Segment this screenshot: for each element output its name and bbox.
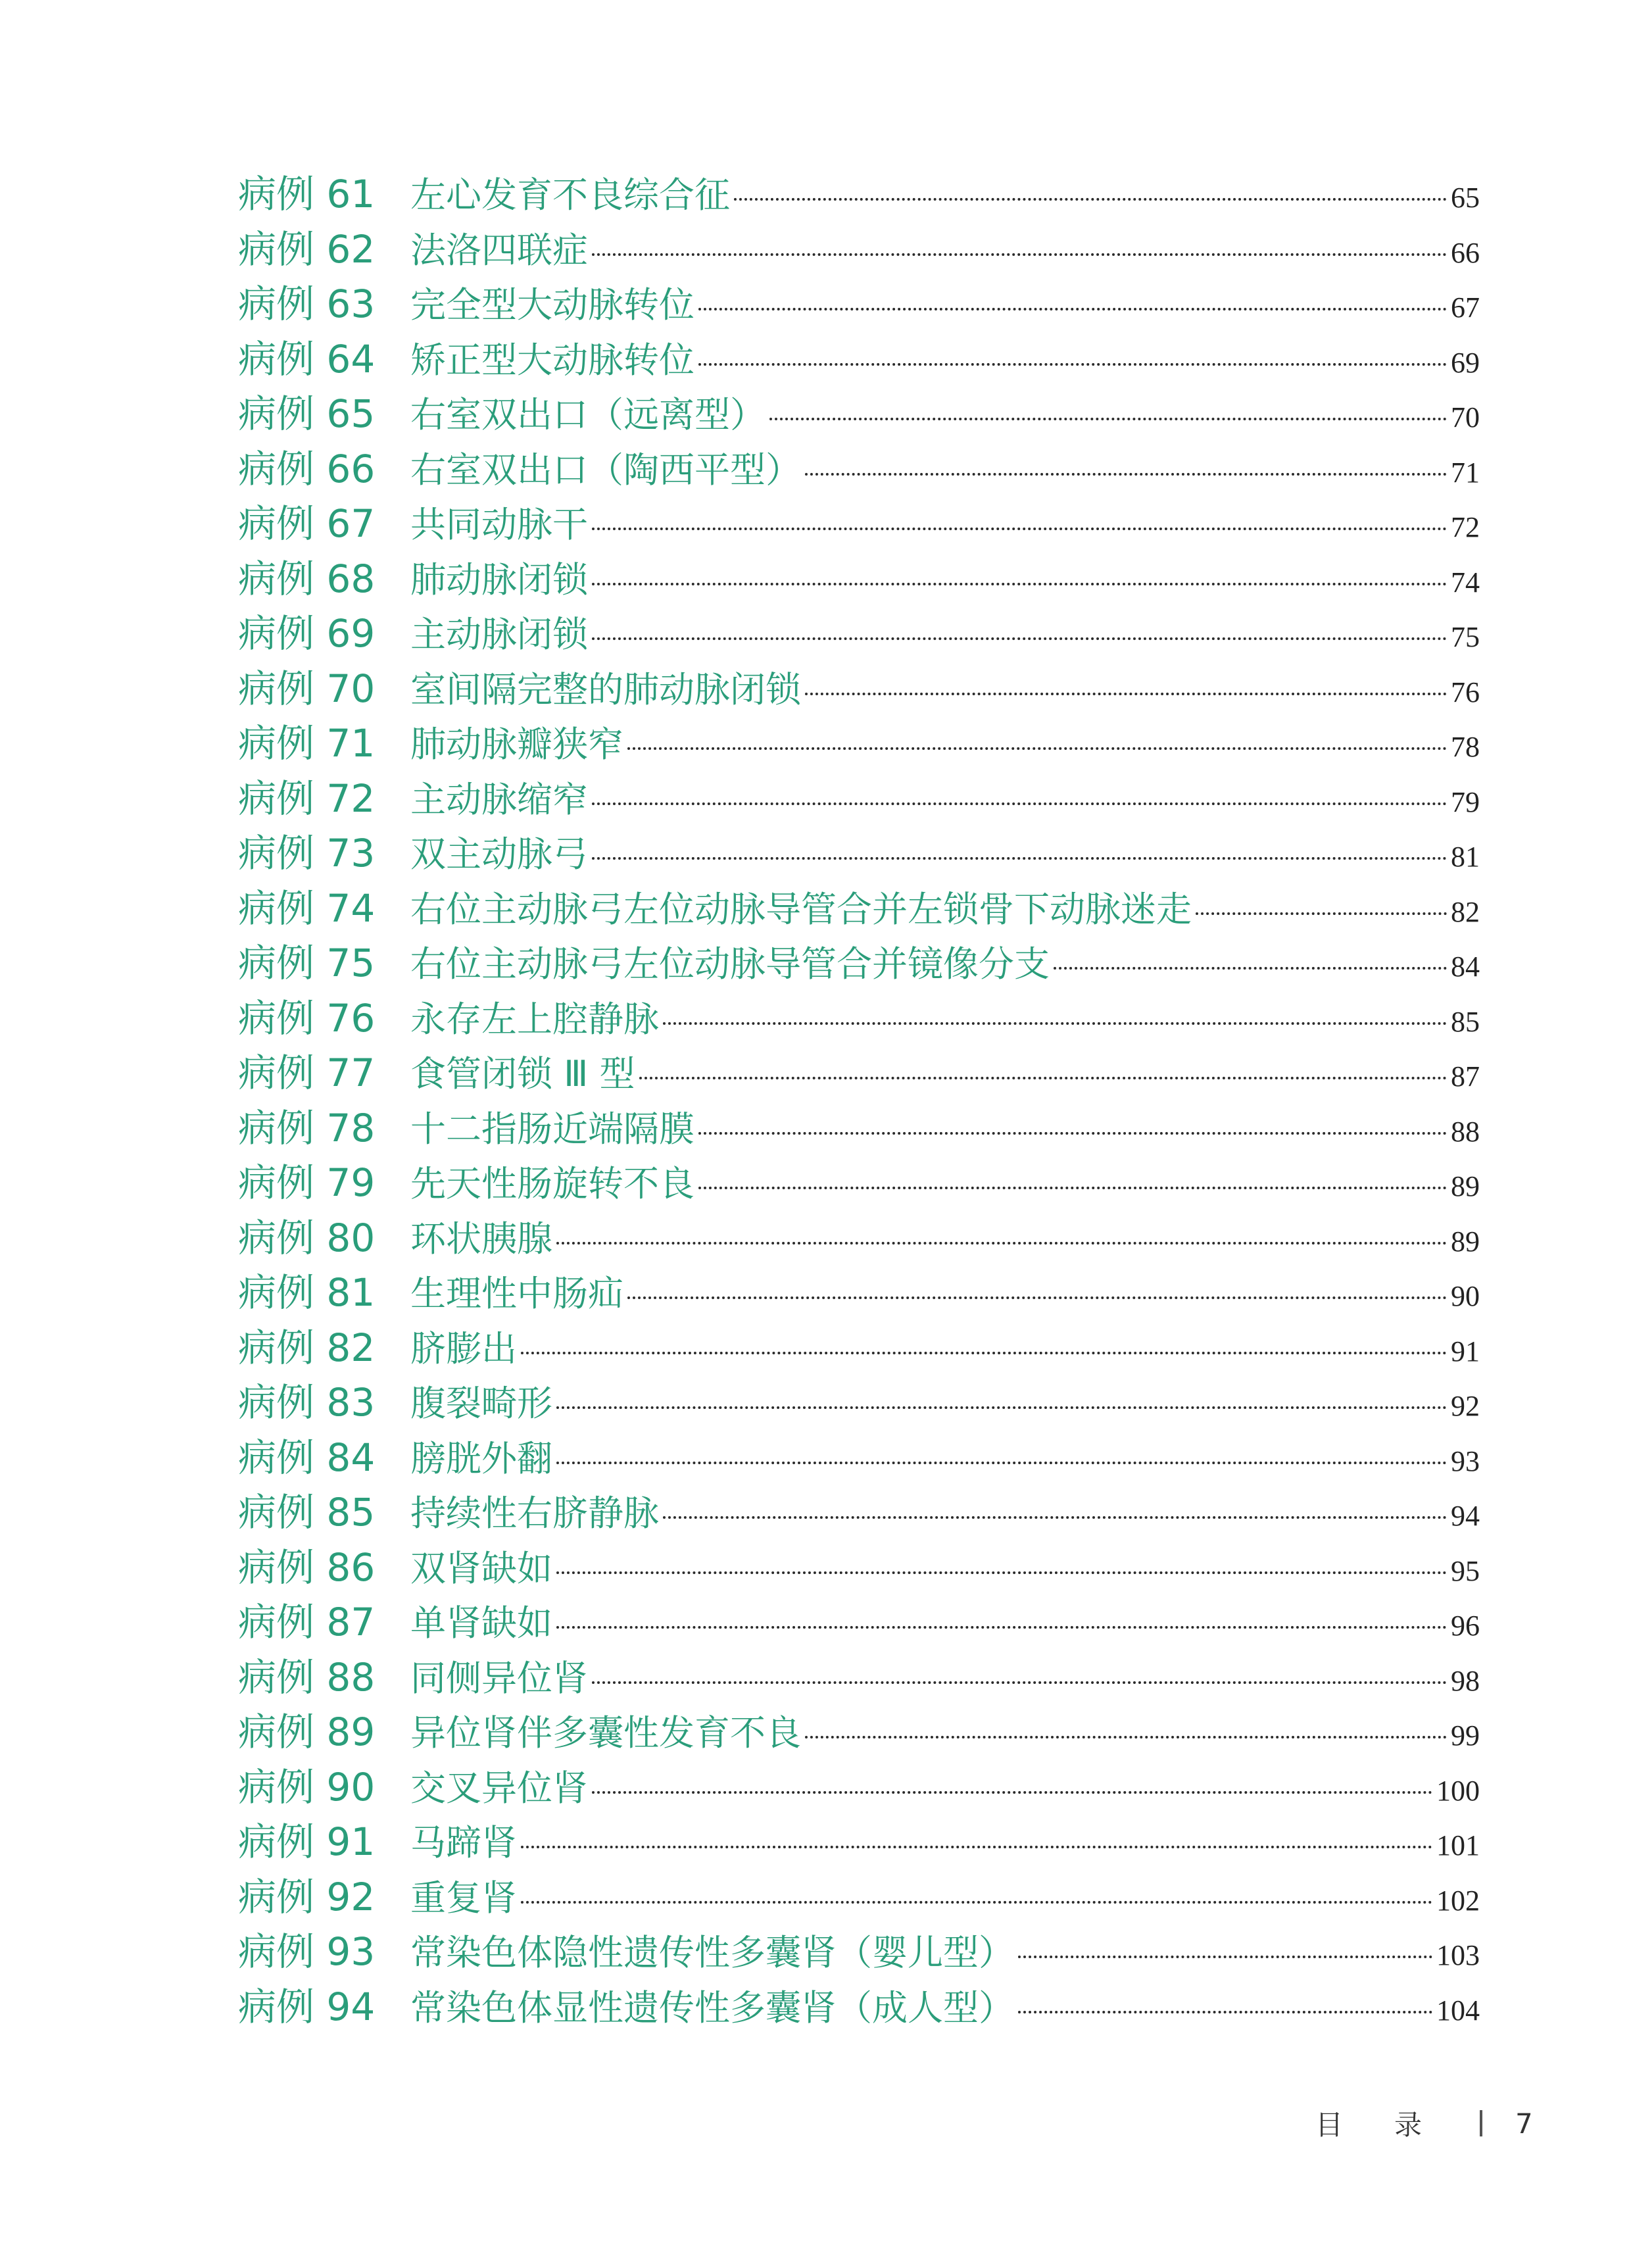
toc-case-number: 病例 90 [238, 1764, 376, 1810]
toc-entry[interactable] [238, 1976, 1480, 2031]
toc-entry[interactable] [238, 218, 1480, 274]
toc-case-number: 病例 63 [238, 282, 376, 326]
toc-page-number: 98 [1451, 1664, 1480, 1697]
toc-case-title: 单肾缺如 [410, 1602, 552, 1644]
toc-case-number: 病例 91 [238, 1819, 376, 1864]
toc-entry[interactable] [238, 1811, 1480, 1866]
toc-dot-leader [556, 1406, 1447, 1409]
toc-case-title: 食管闭锁 Ⅲ 型 [410, 1053, 635, 1095]
toc-page-number: 76 [1451, 676, 1480, 708]
toc-entry[interactable] [238, 1317, 1480, 1372]
toc-case-title: 生理性中肠疝 [410, 1273, 623, 1314]
toc-page-number: 88 [1451, 1115, 1480, 1148]
toc-dot-leader [592, 637, 1447, 640]
toc-case-number: 病例 93 [238, 1929, 376, 1974]
toc-page-number: 95 [1451, 1554, 1480, 1587]
toc-case-title: 先天性肠旋转不良 [410, 1163, 694, 1204]
toc-entry[interactable] [238, 1481, 1480, 1537]
toc-page-number: 100 [1436, 1774, 1480, 1807]
toc-case-title: 膀胱外翻 [410, 1437, 552, 1479]
toc-dot-leader [592, 528, 1447, 530]
toc-dot-leader [592, 857, 1447, 860]
toc-case-title: 右位主动脉弓左位动脉导管合并镜像分支 [410, 943, 1050, 985]
toc-page-number: 71 [1451, 456, 1480, 489]
toc-entry[interactable] [238, 603, 1480, 658]
toc-entry[interactable] [238, 1042, 1480, 1097]
toc-dot-leader [663, 1516, 1447, 1519]
toc-dot-leader [592, 802, 1447, 805]
toc-case-number: 病例 85 [238, 1490, 376, 1535]
toc-entry[interactable] [238, 548, 1480, 603]
toc-case-title: 矫正型大动脉转位 [410, 339, 694, 381]
toc-case-title: 环状胰腺 [410, 1218, 552, 1260]
toc-page-number: 69 [1451, 346, 1480, 379]
toc-case-number: 病例 78 [238, 1105, 376, 1150]
toc-entry[interactable] [238, 1591, 1480, 1646]
toc-case-number: 病例 87 [238, 1600, 376, 1644]
toc-page-number: 65 [1451, 182, 1480, 214]
toc-page-number: 89 [1451, 1170, 1480, 1202]
toc-entry[interactable] [238, 163, 1480, 218]
toc-page-number: 67 [1451, 291, 1480, 324]
toc-case-title: 持续性右脐静脉 [410, 1492, 659, 1534]
toc-entry[interactable] [238, 768, 1480, 823]
toc-case-title: 异位肾伴多囊性发育不良 [410, 1712, 801, 1754]
toc-page-number: 93 [1451, 1444, 1480, 1477]
toc-dot-leader [592, 1681, 1447, 1684]
toc-dot-leader [556, 1242, 1447, 1245]
toc-case-number: 病例 77 [238, 1050, 376, 1095]
toc-dot-leader [556, 1626, 1447, 1629]
toc-dot-leader [663, 1022, 1447, 1025]
toc-page-number: 101 [1436, 1829, 1480, 1861]
toc-case-number: 病例 70 [238, 666, 376, 711]
toc-case-number: 病例 89 [238, 1710, 376, 1754]
toc-entry[interactable] [238, 1207, 1480, 1262]
footer-separator [1480, 2110, 1482, 2136]
toc-entry[interactable] [238, 328, 1480, 383]
toc-page-number: 70 [1451, 401, 1480, 433]
toc-page-number: 89 [1451, 1225, 1480, 1258]
toc-entry[interactable] [238, 1921, 1480, 1976]
toc-dot-leader [1018, 2011, 1432, 2013]
toc-case-number: 病例 88 [238, 1654, 376, 1700]
toc-entry[interactable] [238, 273, 1480, 328]
toc-case-number: 病例 62 [238, 226, 376, 272]
toc-case-title: 马蹄肾 [410, 1822, 517, 1863]
toc-entry[interactable] [238, 987, 1480, 1043]
toc-case-number: 病例 82 [238, 1325, 376, 1370]
toc-entry[interactable] [238, 1371, 1480, 1427]
toc-case-title: 双肾缺如 [410, 1547, 552, 1589]
toc-dot-leader [592, 253, 1447, 256]
toc-case-number: 病例 61 [238, 172, 376, 216]
toc-entry[interactable] [238, 1262, 1480, 1317]
toc-case-title: 共同动脉干 [410, 504, 588, 545]
toc-case-number: 病例 76 [238, 995, 376, 1041]
toc-page-number: 82 [1451, 895, 1480, 928]
toc-page-number: 78 [1451, 731, 1480, 763]
toc-page-number: 104 [1436, 1994, 1480, 2027]
toc-page-number: 91 [1451, 1335, 1480, 1368]
toc-dot-leader [639, 1077, 1447, 1079]
toc-entry[interactable] [238, 658, 1480, 713]
toc-case-title: 左心发育不良综合征 [410, 174, 730, 216]
toc-entry[interactable] [238, 383, 1480, 438]
toc-dot-leader [698, 1187, 1447, 1189]
toc-case-number: 病例 69 [238, 611, 376, 656]
toc-dot-leader [556, 1571, 1447, 1574]
toc-case-title: 十二指肠近端隔膜 [410, 1108, 694, 1150]
toc-dot-leader [592, 1791, 1432, 1794]
toc-entry[interactable] [238, 1152, 1480, 1207]
toc-case-title: 右室双出口（陶西平型） [410, 449, 801, 491]
toc-case-number: 病例 67 [238, 501, 376, 546]
toc-entry[interactable] [238, 1756, 1480, 1812]
toc-case-number: 病例 71 [238, 721, 376, 766]
toc-case-number: 病例 73 [238, 831, 376, 875]
toc-case-title: 同侧异位肾 [410, 1657, 588, 1699]
toc-case-number: 病例 75 [238, 941, 376, 985]
toc-dot-leader [592, 583, 1447, 585]
toc-page-number: 103 [1436, 1939, 1480, 1971]
toc-case-number: 病例 94 [238, 1984, 376, 2029]
toc-case-number: 病例 81 [238, 1270, 376, 1315]
toc-page-number: 66 [1451, 236, 1480, 269]
toc-dot-leader [627, 1296, 1447, 1299]
toc-entry[interactable] [238, 1646, 1480, 1702]
toc-case-number: 病例 83 [238, 1380, 376, 1425]
toc-page-number: 99 [1451, 1719, 1480, 1752]
toc-case-number: 病例 79 [238, 1160, 376, 1205]
toc-case-number: 病例 80 [238, 1215, 376, 1260]
toc-page-number: 96 [1451, 1610, 1480, 1642]
toc-case-number: 病例 65 [238, 391, 376, 436]
toc-dot-leader [627, 747, 1447, 750]
toc-case-title: 腹裂畸形 [410, 1383, 552, 1424]
toc-dot-leader [769, 418, 1447, 420]
toc-case-title: 双主动脉弓 [410, 833, 588, 875]
toc-case-number: 病例 64 [238, 336, 376, 382]
toc-case-title: 完全型大动脉转位 [410, 284, 694, 326]
toc-case-number: 病例 92 [238, 1874, 376, 1919]
toc-case-title: 右室双出口（远离型） [410, 394, 766, 435]
toc-page-number: 102 [1436, 1884, 1480, 1917]
toc-case-title: 主动脉缩窄 [410, 778, 588, 820]
toc-entry[interactable] [238, 712, 1480, 768]
toc-dot-leader [556, 1462, 1447, 1464]
toc-entry[interactable] [238, 493, 1480, 548]
toc-page-number: 72 [1451, 511, 1480, 543]
toc-case-title: 永存左上腔静脉 [410, 998, 659, 1040]
toc-page-number: 74 [1451, 566, 1480, 599]
toc-dot-leader [1054, 967, 1447, 970]
toc-dot-leader [521, 1846, 1432, 1848]
toc-case-number: 病例 84 [238, 1435, 376, 1480]
toc-entry[interactable] [238, 877, 1480, 933]
toc-page-number: 75 [1451, 621, 1480, 653]
toc-dot-leader [698, 1132, 1447, 1135]
toc-dot-leader [805, 1736, 1447, 1738]
table-of-contents [238, 163, 1480, 2031]
toc-page-number: 92 [1451, 1390, 1480, 1422]
toc-case-number: 病例 68 [238, 556, 376, 601]
toc-entry[interactable] [238, 822, 1480, 877]
toc-entry[interactable] [238, 1701, 1480, 1756]
toc-case-number: 病例 66 [238, 446, 376, 491]
toc-dot-leader [805, 473, 1447, 476]
toc-page-number: 90 [1451, 1280, 1480, 1312]
toc-dot-leader [1196, 912, 1447, 915]
footer-section-label: 目录 [1315, 2109, 1474, 2141]
toc-page-number: 81 [1451, 841, 1480, 873]
page-footer [1315, 2104, 1552, 2143]
toc-case-number: 病例 86 [238, 1544, 376, 1590]
toc-case-title: 右位主动脉弓左位动脉导管合并左锁骨下动脉迷走 [410, 888, 1192, 930]
toc-page-number: 87 [1451, 1060, 1480, 1093]
toc-dot-leader [698, 308, 1447, 310]
toc-page-number: 94 [1451, 1500, 1480, 1532]
toc-case-number: 病例 74 [238, 885, 376, 931]
toc-dot-leader [734, 198, 1447, 201]
toc-page-number: 84 [1451, 950, 1480, 983]
toc-case-number: 病例 72 [238, 776, 376, 821]
toc-case-title: 交叉异位肾 [410, 1767, 588, 1809]
toc-case-title: 重复肾 [410, 1877, 517, 1919]
toc-page-number: 85 [1451, 1005, 1480, 1038]
footer-page-number: 7 [1515, 2107, 1533, 2140]
toc-entry[interactable] [238, 1097, 1480, 1152]
toc-dot-leader [805, 693, 1447, 695]
toc-case-title: 肺动脉闭锁 [410, 558, 588, 601]
toc-entry[interactable] [238, 1866, 1480, 1921]
toc-case-title: 肺动脉瓣狭窄 [410, 724, 623, 765]
toc-page-number: 79 [1451, 785, 1480, 818]
toc-case-title: 常染色体隐性遗传性多囊肾（婴儿型） [410, 1932, 1014, 1973]
toc-case-title: 室间隔完整的肺动脉闭锁 [410, 668, 801, 710]
toc-entry[interactable] [238, 1427, 1480, 1482]
toc-dot-leader [1018, 1956, 1432, 1958]
toc-dot-leader [698, 363, 1447, 366]
toc-case-title: 法洛四联症 [410, 229, 588, 271]
toc-dot-leader [521, 1901, 1432, 1904]
toc-case-title: 主动脉闭锁 [410, 614, 588, 655]
toc-dot-leader [521, 1352, 1447, 1354]
toc-case-title: 脐膨出 [410, 1327, 517, 1369]
toc-case-title: 常染色体显性遗传性多囊肾（成人型） [410, 1986, 1014, 2029]
toc-entry[interactable] [238, 438, 1480, 493]
toc-entry[interactable] [238, 1537, 1480, 1592]
toc-entry[interactable] [238, 932, 1480, 987]
